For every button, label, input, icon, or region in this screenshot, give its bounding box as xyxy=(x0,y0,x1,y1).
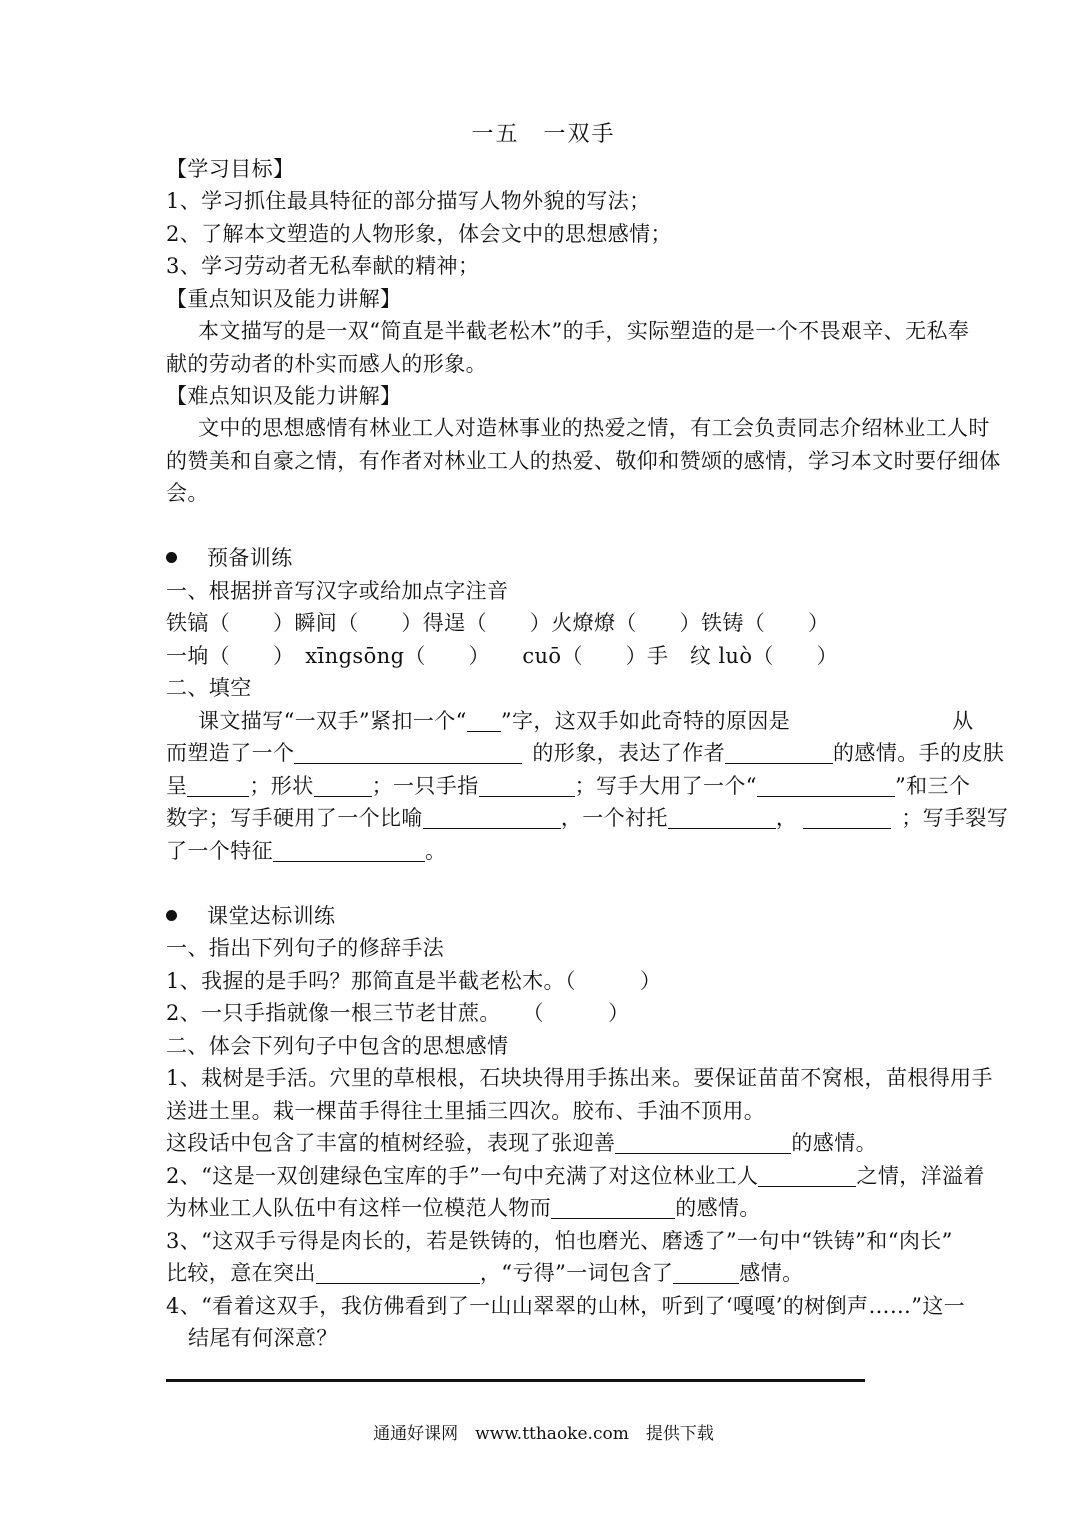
fill-line: 呈 ；形状 ；一只手指 ；写手大用了一个“ ”和三个 xyxy=(166,774,971,798)
exercise-line: 送进土里。栽一棵苗手得往土里插三四次。胶布、手油不顶用。 xyxy=(166,1099,766,1123)
fill-line: 课文描写“一双手”紧扣一个“ ”字，这双手如此奇特的原因是 从 xyxy=(198,709,974,733)
paragraph-line: 的赞美和自豪之情，有作者对林业工人的热爱、敬仰和赞颂的感情，学习本文时要仔细体 xyxy=(166,449,1001,473)
answer-blank[interactable] xyxy=(803,806,891,829)
paragraph-line: 文中的思想感情有林业工人对造林事业的热爱之情，有工会负责同志介绍林业工人时 xyxy=(198,416,990,440)
exercise-line: 4、“看着这双手，我仿佛看到了一山山翠翠的山林，听到了‘嘎嘎’的树倒声……”这一 xyxy=(166,1294,966,1318)
question-heading: 二、体会下列句子中包含的思想感情 xyxy=(166,1034,509,1058)
answer-blank[interactable] xyxy=(757,774,895,797)
exercise-line: 1、栽树是手活。穴里的草根根，石块块得用手拣出来。要保证苗苗不窝根，苗根得用手 xyxy=(166,1066,993,1090)
answer-blank[interactable] xyxy=(615,1131,791,1154)
answer-blank[interactable] xyxy=(668,806,776,829)
goal-item: 2、了解本文塑造的人物形象，体会文中的思想感情； xyxy=(166,222,672,246)
answer-blank[interactable] xyxy=(273,839,425,862)
fill-line: 了一个特征 。 xyxy=(166,839,447,863)
goal-item: 3、学习劳动者无私奉献的精神； xyxy=(166,254,480,278)
bullet-icon xyxy=(166,910,177,921)
answer-blank[interactable] xyxy=(294,741,522,764)
answer-blank[interactable] xyxy=(187,774,249,797)
section-heading-goals: 【学习目标】 xyxy=(166,157,295,181)
exercise-line: 3、“这双手亏得是肉长的，若是铁铸的，怕也磨光、磨透了”一句中“铁铸”和“肉长” xyxy=(166,1229,953,1253)
fill-line: 数字；写手硬用了一个比喻 ，一个衬托 ， ；写手裂写 xyxy=(166,806,1009,830)
exercise-row: 一垧（ ） xīngsōng（ ） cuō（ ）手 纹 luò（ ） xyxy=(166,644,839,668)
goal-item: 1、学习抓住最具特征的部分描写人物外貌的写法； xyxy=(166,189,651,213)
answer-blank[interactable] xyxy=(316,1261,480,1284)
exercise-item: 2、一只手指就像一根三节老甘蔗。 （ ） xyxy=(166,1001,630,1025)
question-heading: 一、根据拼音写汉字或给加点字注音 xyxy=(166,579,509,603)
exercise-line: 2、“这是一双创建绿色宝库的手”一句中充满了对这位林业工人 之情，洋溢着 xyxy=(166,1164,985,1188)
answer-blank[interactable] xyxy=(758,1164,856,1187)
exercise-line: 这段话中包含了丰富的植树经验，表现了张迎善 的感情。 xyxy=(166,1131,878,1155)
answer-blank[interactable] xyxy=(467,709,501,732)
answer-blank[interactable] xyxy=(423,806,561,829)
paragraph-line: 会。 xyxy=(166,481,209,505)
fill-line: 而塑造了一个 的形象，表达了作者 的感情。手的皮肤 xyxy=(166,741,1005,765)
section-heading-difficult: 【难点知识及能力讲解】 xyxy=(166,384,402,408)
exercise-line: 比较，意在突出 ，“亏得”一词包含了 感情。 xyxy=(166,1261,804,1285)
exercise-item: 1、我握的是手吗？那简直是半截老松木。（ ） xyxy=(166,969,662,993)
bullet-icon xyxy=(166,552,177,563)
page-footer: 通通好课网 www.tthaoke.com 提供下载 xyxy=(373,1424,714,1444)
exercise-line: 结尾有何深意？ xyxy=(188,1326,338,1350)
section-heading-prep: 预备训练 xyxy=(166,544,293,572)
answer-blank[interactable] xyxy=(479,774,575,797)
paragraph-line: 本文描写的是一双“简直是半截老松木”的手，实际塑造的是一个不畏艰辛、无私奉 xyxy=(198,319,970,343)
answer-blank[interactable] xyxy=(314,774,372,797)
section-heading-class: 课堂达标训练 xyxy=(166,902,335,930)
exercise-line: 为林业工人队伍中有这样一位模范人物而 的感情。 xyxy=(166,1196,761,1220)
paragraph-line: 献的劳动者的朴实而感人的形象。 xyxy=(166,352,487,376)
exercise-row: 铁镐（ ）瞬间（ ）得逞（ ）火燎燎（ ）铁铸（ ） xyxy=(166,611,830,635)
question-heading: 一、指出下列句子的修辞手法 xyxy=(166,936,445,960)
answer-blank[interactable] xyxy=(551,1196,675,1219)
answer-line[interactable] xyxy=(166,1379,865,1382)
question-heading: 二、填空 xyxy=(166,676,252,700)
section-heading-key: 【重点知识及能力讲解】 xyxy=(166,287,402,311)
answer-blank[interactable] xyxy=(673,1261,739,1284)
page-title: 一五 一双手 xyxy=(471,122,616,147)
answer-blank[interactable] xyxy=(725,741,833,764)
